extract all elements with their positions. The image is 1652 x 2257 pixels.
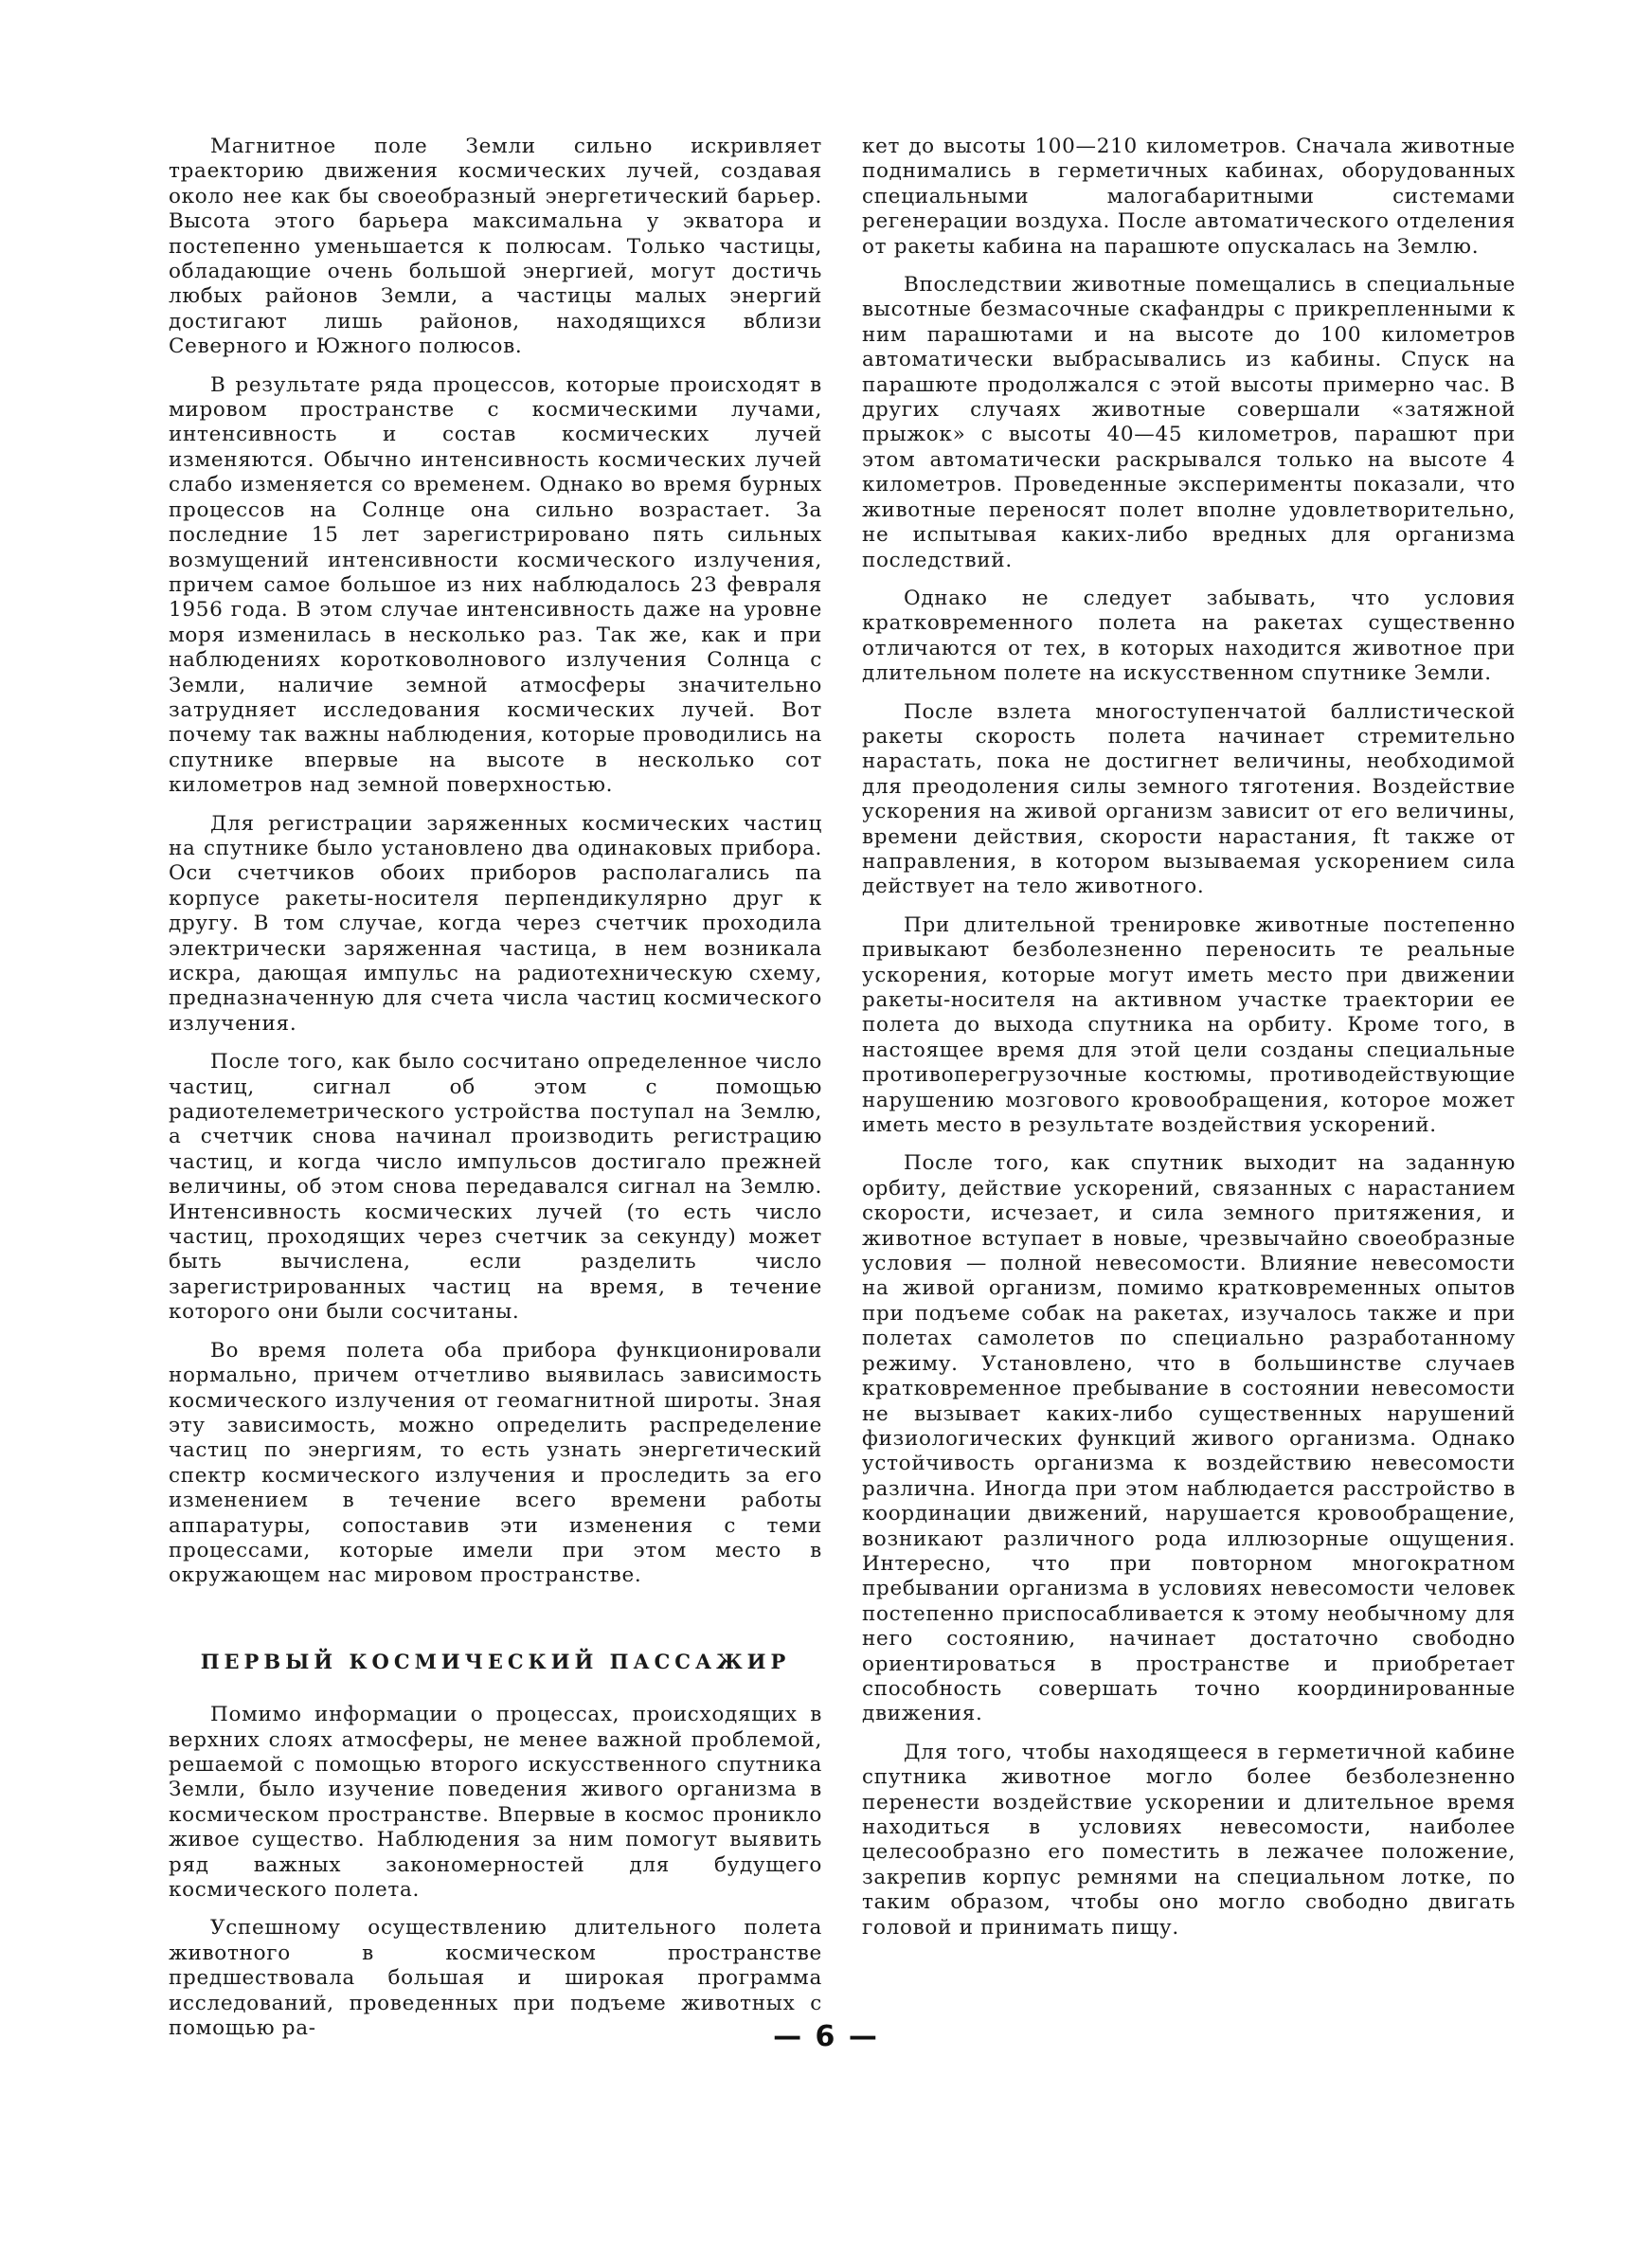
paragraph: Однако не следует забывать, что условия кратковременного полета на ракетах существенно отличаются от тех, в которых находится животное при длительном полете на искусственном спутнике Земли.	[862, 586, 1516, 686]
paragraph-continuation: кет до высоты 100—210 километров. Сначала животные поднимались в герметичных кабинах, оборудованных специальными малогабаритными системами регенерации воздуха. После автоматического отделения от ракеты кабина на парашюте опускалась на Землю.	[862, 135, 1516, 259]
paragraph: При длительной тренировке животные постепенно привыкают безболезненно переносить те реальные ускорения, которые могут иметь место при движении ракеты-носителя на активном участке траектории ее полета до выхода спутника на орбиту. Кроме того, в настоящее время для этой цели созданы специальные противоперегрузочные костюмы, противодействующие нарушению мозгового кровообращения, которое может иметь место в результате воздействия ускорений.	[862, 912, 1516, 1138]
paragraph: Помимо информации о процессах, происходящих в верхних слоях атмосферы, не менее важной проблемой, решаемой с помощью второго искусственного спутника Земли, было изучение поведения живого организма в космическом пространстве. Впервые в космос проникло живое существо. Наблюдения за ним помогут выявить ряд важных закономерностей для будущего космического полета.	[169, 1703, 822, 1902]
paragraph: После того, как спутник выходит на заданную орбиту, действие ускорений, связанных с нарастанием скорости, исчезает, и сила земного притяжения, и животное вступает в новые, чрезвычайно своеобразные условия — полной невесомости. Влияние невесомости на живой организм, помимо кратковременных опытов при подъеме собак на ракетах, изучалось также и при полетах самолетов по специально разработанному режиму. Установлено, что в большинстве случаев кратковременное пребывание в состоянии невесомости не вызывает каких-либо существенных нарушений физиологических функций живого организма. Однако устойчивость организма к воздействию невесомости различна. Иногда при этом наблюдается расстройство в координации движений, нарушается кровообращение, возникают различного рода иллюзорные ощущения. Интересно, что при повторном многократном пребывании организма в условиях невесомости человек постепенно приспосабливается к этому необычному для него состоянию, начинает достаточно свободно ориентироваться в пространстве и приобретает способность совершать точно координированные движения.	[862, 1151, 1516, 1726]
page-number: — 6 —	[773, 2020, 879, 2053]
paragraph: После того, как было сосчитано определенное число частиц, сигнал об этом с помощью радиотелеметрического устройства поступал на Землю, а счетчик снова начинал производить регистрацию частиц, и когда число импульсов достигало прежней величины, об этом снова передавался сигнал на Землю. Интенсивность космических лучей (то есть число частиц, проходящих через счетчик за секунду) может быть вычислена, если разделить число зарегистрированных частиц на время, в течение которого они были сосчитаны.	[169, 1050, 822, 1325]
paragraph: В результате ряда процессов, которые происходят в мировом пространстве с космическими лучами, интенсивность и состав космических лучей изменяются. Обычно интенсивность космических лучей слабо изменяется со временем. Однако во время бурных процессов на Солнце она сильно возрастает. За последние 15 лет зарегистрировано пять сильных возмущений интенсивности космического излучения, причем самое большое из них наблюдалось 23 февраля 1956 года. В этом случае интенсивность даже на уровне моря изменилась в несколько раз. Так же, как и при наблюдениях коротковолнового излучения Солнца с Земли, наличие земной атмосферы значительно затрудняет исследования космических лучей. Вот почему так важны наблюдения, которые проводились на спутнике впервые на высоте в несколько сот километров над земной поверхностью.	[169, 372, 822, 798]
paragraph: Для регистрации заряженных космических частиц на спутнике было установлено два одинаковых прибора. Оси счетчиков обоих приборов располагались па корпусе ракеты-носителя перпендикулярно друг к другу. В том случае, когда через счетчик проходила электрически заряженная частица, в нем возникала искра, дающая импульс на радиотехническую схему, предназначенную для счета числа частиц космического излучения.	[169, 811, 822, 1036]
paragraph: Впоследствии животные помещались в специальные высотные безмасочные скафандры с прикрепленными к ним парашютами и на высоте до 100 километров автоматически выбрасывались из кабины. Спуск на парашюте продолжался с этой высоты примерно час. В других случаях животные совершали «затяжной прыжок» с высоты 40—45 километров, парашют при этом автоматически раскрывался только на высоте 4 километров. Проведенные эксперименты показали, что животные переносят полет вполне удовлетворительно, не испытывая каких-либо вредных для организма последствий.	[862, 273, 1516, 572]
section-heading: ПЕРВЫЙ КОСМИЧЕСКИЙ ПАССАЖИР	[200, 1649, 791, 1673]
paragraph: Успешному осуществлению длительного полета животного в космическом пространстве предшествовала большая и широкая программа исследований, проведенных при подъеме животных с помощью ра-	[169, 1916, 822, 2041]
left-column	[169, 135, 822, 2054]
paragraph: Для того, чтобы находящееся в герметичной кабине спутника животное могло более безболезненно перенести воздействие ускорении и длительное время находиться в условиях невесомости, наиболее целесообразно его поместить в лежачее положение, закрепив корпус ремнями на специальном лотке, по таким образом, чтобы оно могло свободно двигать головой и принимать пищу.	[862, 1740, 1516, 1940]
paragraph: Во время полета оба прибора функционировали нормально, причем отчетливо выявилась зависимость космического излучения от геомагнитной широты. Зная эту зависимость, можно определить распределение частиц по энергиям, то есть узнать энергетический спектр космического излучения и проследить за его изменением в течение всего времени работы аппаратуры, сопоставив эти изменения с теми процессами, которые имели при этом место в окружающем нас мировом пространстве.	[169, 1338, 822, 1588]
paragraph: Магнитное поле Земли сильно искривляет траекторию движения космических лучей, создавая около нее как бы своеобразный энергетический барьер. Высота этого барьера максимальна у экватора и постепенно уменьшается к полюсам. Только частицы, обладающие очень большой энергией, могут достичь любых районов Земли, а частицы малых энергий достигают лишь районов, находящихся вблизи Северного и Южного полюсов.	[169, 135, 822, 359]
right-column	[862, 135, 1516, 1954]
paragraph: После взлета многоступенчатой баллистической ракеты скорость полета начинает стремительно нарастать, пока не достигнет величины, необходимой для преодоления силы земного тяготения. Воздействие ускорения на живой организм зависит от его величины, времени действия, скорости нарастания, ft также от направления, в котором вызываемая ускорением сила действует на тело животного.	[862, 699, 1516, 899]
